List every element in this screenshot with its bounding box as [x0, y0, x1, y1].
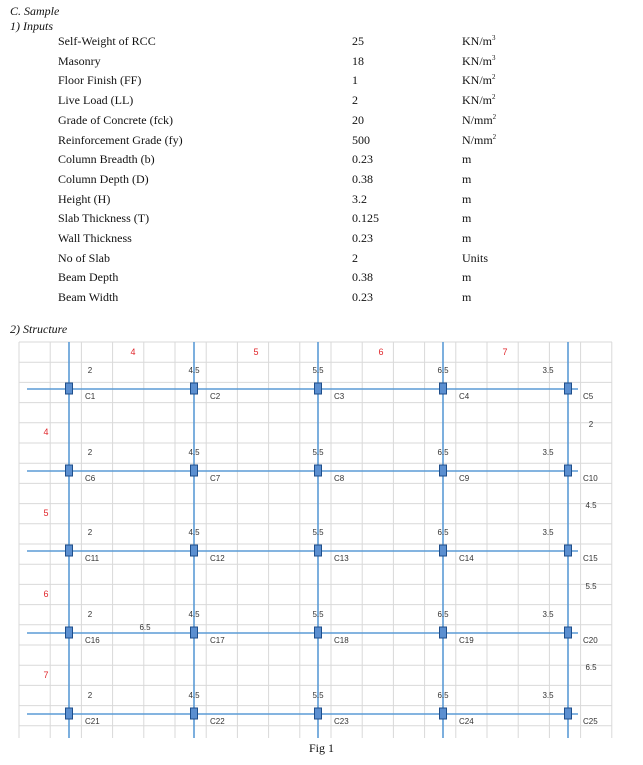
column-label: C4	[459, 392, 470, 401]
figure-caption: Fig 1	[308, 741, 334, 755]
column-label: C11	[85, 554, 100, 563]
input-value: 0.38	[352, 270, 373, 285]
bay-label-top: 6	[378, 347, 384, 357]
input-row	[0, 211, 643, 230]
dimension-mark: 5.5	[312, 691, 324, 700]
input-value: 2	[352, 250, 358, 265]
bay-label-left: 7	[43, 670, 49, 680]
section-title: C. Sample	[10, 4, 60, 18]
column-label: C7	[210, 474, 221, 483]
input-unit: $KN/m^2$	[462, 93, 496, 108]
dimension-mark: 5.5	[312, 528, 324, 537]
column-label: C9	[459, 474, 470, 483]
input-unit: Units	[462, 250, 489, 265]
column-marker	[315, 545, 322, 556]
column-marker	[315, 708, 322, 719]
column-label: C25	[583, 717, 598, 726]
column-marker	[315, 627, 322, 638]
input-unit: m	[462, 191, 472, 206]
input-value: 0.125	[352, 211, 379, 226]
input-value: 500	[352, 132, 370, 147]
dimension-mark: 6.5	[437, 610, 449, 619]
dimension-mark-right: 5.5	[585, 582, 597, 591]
dimension-mark: 4.5	[188, 691, 200, 700]
input-unit: $KN/m^3$	[462, 34, 496, 48]
dimension-mark: 5.5	[312, 366, 324, 375]
column-marker	[440, 383, 447, 394]
column-marker	[191, 708, 198, 719]
column-label: C15	[583, 554, 598, 563]
column-label: C1	[85, 392, 96, 401]
input-row	[0, 290, 643, 309]
column-marker	[565, 627, 572, 638]
input-row	[0, 73, 643, 92]
input-label: Self-Weight of RCC	[58, 34, 156, 48]
input-unit: m	[462, 171, 472, 186]
dimension-mark: 4.5	[188, 366, 200, 375]
dimension-mark-extra: 6.5	[139, 623, 151, 632]
column-marker	[440, 627, 447, 638]
column-marker	[565, 465, 572, 476]
input-label: Wall Thickness	[58, 231, 132, 245]
unit-superscript: 2	[492, 112, 497, 121]
input-value: 0.38	[352, 171, 373, 186]
dimension-mark: 4.5	[188, 448, 200, 457]
column-marker	[315, 383, 322, 394]
column-label: C12	[210, 554, 225, 563]
input-label: Floor Finish (FF)	[58, 73, 142, 88]
dimension-mark: 3.5	[542, 691, 554, 700]
column-marker	[191, 465, 198, 476]
input-label: Reinforcement Grade (fy)	[58, 132, 183, 147]
column-label: C18	[334, 636, 349, 645]
dimension-mark: 2	[87, 448, 93, 457]
input-label: Column Breadth (b)	[58, 152, 155, 167]
column-label: C23	[334, 717, 349, 726]
dimension-mark: 2	[87, 366, 93, 375]
column-label: C6	[85, 474, 96, 483]
input-row	[0, 152, 643, 171]
input-value: 0.23	[352, 152, 373, 167]
dimension-mark-right: 4.5	[585, 501, 597, 510]
column-marker	[565, 383, 572, 394]
input-label: Grade of Concrete (fck)	[58, 112, 173, 127]
input-label: Column Depth (D)	[58, 171, 149, 186]
input-label: Slab Thickness (T)	[58, 211, 150, 226]
input-unit: m	[462, 270, 472, 285]
column-label: C13	[334, 554, 349, 563]
column-marker	[191, 545, 198, 556]
column-label: C19	[459, 636, 474, 645]
inputs-title: 1) Inputs	[10, 19, 53, 33]
column-marker	[315, 465, 322, 476]
column-marker	[440, 708, 447, 719]
column-label: C2	[210, 392, 221, 401]
bay-label-top: 4	[130, 347, 136, 357]
unit-superscript: 2	[492, 93, 496, 102]
column-marker	[66, 465, 73, 476]
input-value: 1	[352, 73, 358, 88]
dimension-mark: 3.5	[542, 610, 554, 619]
input-row	[0, 270, 643, 289]
column-label: C20	[583, 636, 598, 645]
input-unit: $N/mm^2$	[462, 132, 497, 147]
input-unit: m	[462, 290, 472, 305]
input-unit: $KN/m^2$	[462, 73, 496, 88]
input-value: 25	[352, 34, 364, 48]
bay-label-left: 4	[43, 427, 49, 437]
column-marker	[191, 627, 198, 638]
dimension-mark: 4.5	[188, 610, 200, 619]
input-label: Masonry	[58, 53, 101, 68]
input-value: 3.2	[352, 191, 367, 206]
dimension-mark: 5.5	[312, 610, 324, 619]
input-label: Beam Depth	[58, 270, 119, 285]
dimension-mark: 6.5	[437, 528, 449, 537]
unit-superscript: 3	[492, 34, 496, 42]
dimension-mark: 3.5	[542, 528, 554, 537]
dimension-mark: 2	[87, 528, 93, 537]
input-row	[0, 54, 643, 73]
column-label: C24	[459, 717, 474, 726]
column-label: C22	[210, 717, 225, 726]
dimension-mark-right: 6.5	[585, 663, 597, 672]
input-value: 0.23	[352, 231, 373, 245]
input-label: No of Slab	[58, 250, 110, 265]
input-value: 0.23	[352, 290, 373, 305]
column-marker	[66, 383, 73, 394]
input-row	[0, 172, 643, 191]
unit-superscript: 3	[492, 53, 496, 62]
input-label: Height (H)	[58, 191, 111, 206]
dimension-mark: 2	[87, 610, 93, 619]
structure-title: 2) Structure	[10, 322, 68, 336]
column-marker	[66, 545, 73, 556]
input-value: 18	[352, 53, 364, 68]
input-unit: m	[462, 211, 472, 226]
dimension-mark: 2	[87, 691, 93, 700]
column-marker	[440, 545, 447, 556]
bay-label-left: 6	[43, 589, 49, 599]
column-label: C8	[334, 474, 345, 483]
column-marker	[191, 383, 198, 394]
column-label: C17	[210, 636, 225, 645]
input-unit: $KN/m^3$	[462, 53, 496, 68]
dimension-mark: 3.5	[542, 448, 554, 457]
dimension-mark: 6.5	[437, 691, 449, 700]
unit-superscript: 2	[492, 73, 496, 82]
input-value: 20	[352, 112, 364, 127]
unit-superscript: 2	[492, 132, 497, 141]
bay-label-left: 5	[43, 508, 49, 518]
column-marker	[66, 627, 73, 638]
input-label: Live Load (LL)	[58, 93, 134, 108]
dimension-mark: 3.5	[542, 366, 554, 375]
column-label: C16	[85, 636, 100, 645]
input-value: 2	[352, 93, 358, 108]
input-row	[0, 93, 643, 112]
input-row	[0, 231, 643, 250]
input-row	[0, 133, 643, 152]
column-marker	[66, 708, 73, 719]
structure-plan	[0, 338, 620, 740]
column-label: C14	[459, 554, 474, 563]
column-label: C21	[85, 717, 100, 726]
column-label: C5	[583, 392, 594, 401]
dimension-mark-right: 2	[588, 420, 594, 429]
input-unit: m	[462, 152, 472, 167]
bay-label-top: 5	[253, 347, 259, 357]
input-row	[0, 192, 643, 211]
bay-label-top: 7	[502, 347, 508, 357]
input-label: Beam Width	[58, 290, 119, 305]
input-row	[0, 251, 643, 270]
dimension-mark: 6.5	[437, 448, 449, 457]
column-label: C3	[334, 392, 345, 401]
dimension-mark: 4.5	[188, 528, 200, 537]
column-marker	[565, 708, 572, 719]
column-label: C10	[583, 474, 598, 483]
column-marker	[440, 465, 447, 476]
input-unit: $N/mm^2$	[462, 112, 497, 127]
column-marker	[565, 545, 572, 556]
input-row	[0, 113, 643, 132]
dimension-mark: 6.5	[437, 366, 449, 375]
input-row	[0, 34, 643, 53]
input-unit: m	[462, 231, 472, 245]
dimension-mark: 5.5	[312, 448, 324, 457]
